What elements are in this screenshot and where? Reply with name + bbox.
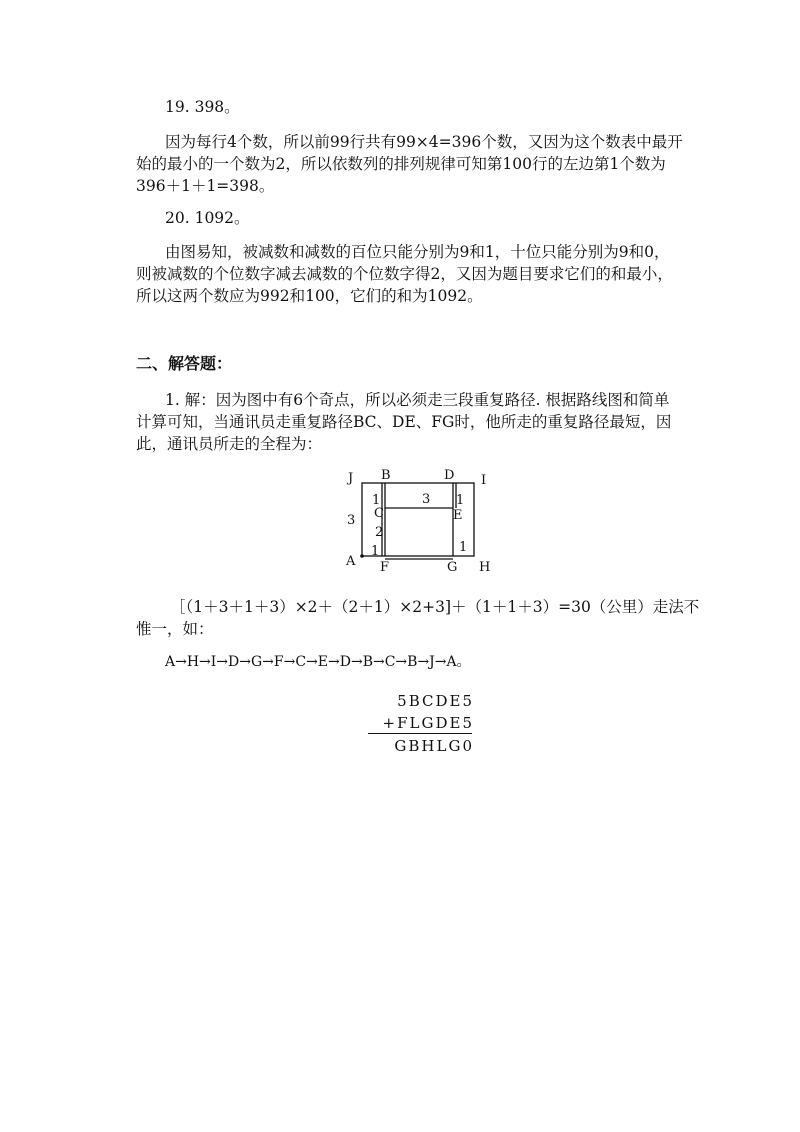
q19-line-3: 396＋1＋1=398。: [136, 177, 275, 195]
vertex-I: I: [481, 473, 487, 488]
vertex-G: G: [447, 560, 458, 575]
q19-line-2: 始的最小的一个数为2，所以依数列的排列规律可知第100行的左边第1个数为: [136, 155, 666, 173]
vertex-B: B: [381, 468, 391, 483]
label-CF-upper: 2: [375, 525, 384, 540]
s1-line-2: 计算可知，当通讯员走重复路径BC、DE、FG时，他所走的重复路径最短，因: [136, 413, 672, 431]
q19-answer: 19. 398。: [165, 98, 240, 116]
label-BD: 3: [422, 492, 431, 507]
addition-puzzle: [364, 690, 474, 757]
section-heading: 二、解答题：: [136, 354, 233, 373]
vertex-J: J: [348, 471, 354, 486]
route-sequence: A→H→I→D→G→F→C→E→D→B→C→B→J→A。: [165, 654, 471, 670]
q20-line-3: 所以这两个数应为992和100，它们的和为1092。: [136, 287, 483, 305]
label-DE: 1: [456, 493, 465, 508]
label-BC: 1: [372, 493, 381, 508]
vertex-E: E: [453, 508, 463, 523]
vertex-A: A: [346, 554, 356, 569]
q20-line-2: 则被减数的个位数字减去减数的个位数字得2，又因为题目要求它们的和最小，: [136, 265, 673, 283]
formula-line-1: ［（1＋3＋1＋3）×2＋（2＋1）×2+3]＋（1＋1＋3）=30（公里）走法不: [170, 598, 700, 616]
addition-row-1: 5BCDE5: [397, 692, 474, 710]
s1-line-1: 1. 解：因为图中有6个奇点，所以必须走三段重复路径. 根据路线图和简单: [165, 391, 670, 409]
q20-line-1: 由图易知，被减数和减数的百位只能分别为9和1，十位只能分别为9和0，: [165, 243, 670, 261]
addition-row-2: +FLGDE5: [382, 714, 474, 732]
label-EG: 1: [459, 540, 468, 555]
q19-line-1: 因为每行4个数，所以前99行共有99×4=396个数，又因为这个数表中最开: [165, 133, 683, 151]
label-JA: 3: [347, 513, 356, 528]
vertex-H: H: [479, 560, 491, 575]
route-diagram: [338, 467, 508, 577]
addition-result: GBHLG0: [394, 737, 474, 755]
addition-rule: [368, 733, 472, 734]
vertex-F: F: [380, 560, 390, 575]
vertex-C: C: [374, 506, 384, 521]
q20-answer: 20. 1092。: [165, 209, 250, 227]
formula-line-2: 惟一，如：: [136, 620, 214, 638]
label-CF-lower: 1: [371, 544, 380, 559]
vertex-D: D: [444, 468, 455, 483]
s1-line-3: 此，通讯员所走的全程为：: [136, 435, 323, 453]
point-A: [360, 554, 364, 558]
